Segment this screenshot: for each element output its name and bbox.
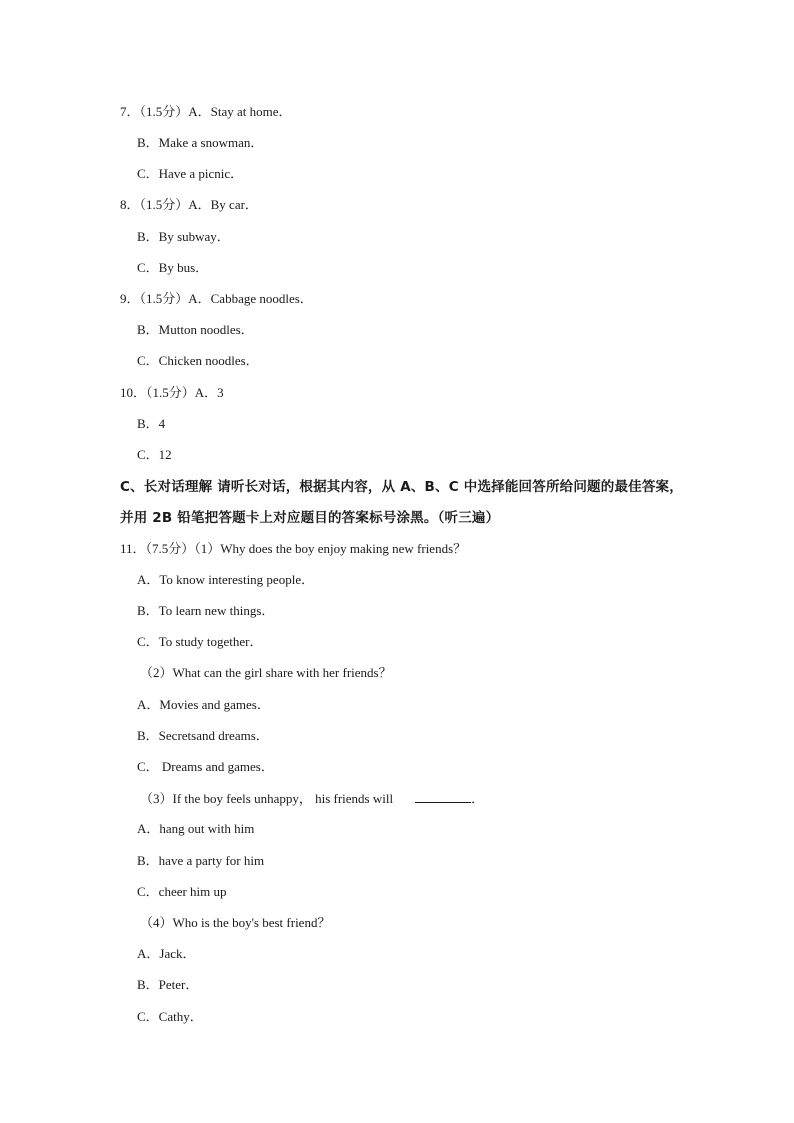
q11-part1-option-b: B．To learn new things． bbox=[137, 603, 275, 618]
q7-option-c: C．Have a picnic． bbox=[137, 166, 244, 181]
q9-option-a: 9．（1.5分）A．Cabbage noodles． bbox=[120, 291, 313, 306]
q8-option-a: 8．（1.5分）A．By car． bbox=[120, 197, 258, 212]
q11-part1-option-a: A．To know interesting people． bbox=[137, 572, 315, 587]
section-c-instruction-line1: C、长对话理解 请听长对话，根据其内容，从 A、B、C 中选择能回答所给问题的最佳答案， bbox=[120, 479, 683, 495]
q11-part2-option-c: C． Dreams and games． bbox=[137, 759, 274, 774]
q9-option-c: C．Chicken noodles． bbox=[137, 353, 259, 368]
q10-option-a: 10．（1.5分）A．3 bbox=[120, 385, 224, 400]
q7-option-a: 7．（1.5分）A．Stay at home． bbox=[120, 104, 292, 119]
q10-option-b: B．4 bbox=[137, 416, 166, 431]
answer-blank bbox=[415, 790, 471, 803]
q11-part2-option-b: B．Secretsand dreams． bbox=[137, 728, 269, 743]
q11-part2-question: （2）What can the girl share with her friends？ bbox=[140, 665, 392, 680]
q11-part3-question-end: ． bbox=[471, 791, 485, 806]
q11-part3-question bbox=[140, 790, 484, 807]
q11-part3-question-text: （3）If the boy feels unhappy， his friends will bbox=[140, 791, 394, 806]
q11-part3-option-c: C．cheer him up bbox=[137, 884, 227, 899]
q9-option-b: B．Mutton noodles． bbox=[137, 322, 254, 337]
q11-part3-option-a: A．hang out with him bbox=[137, 821, 255, 836]
q11-part1-option-c: C．To study together． bbox=[137, 634, 263, 649]
q11-part4-option-a: A．Jack． bbox=[137, 946, 196, 961]
q7-option-b: B．Make a snowman． bbox=[137, 135, 264, 150]
q8-option-b: B．By subway． bbox=[137, 229, 230, 244]
q11-part4-question: （4）Who is the boy's best friend？ bbox=[140, 915, 331, 930]
q11-part3-option-b: B．have a party for him bbox=[137, 853, 265, 868]
q11-part1-question: 11．（7.5分）（1）Why does the boy enjoy making new friends？ bbox=[120, 541, 467, 556]
q8-option-c: C．By bus． bbox=[137, 260, 209, 275]
q11-part2-option-a: A．Movies and games． bbox=[137, 697, 270, 712]
q11-part4-option-b: B．Peter． bbox=[137, 977, 199, 992]
q10-option-c: C．12 bbox=[137, 447, 172, 462]
section-c-instruction-line2: 并用 2B 铅笔把答题卡上对应题目的答案标号涂黑。（听三遍） bbox=[120, 510, 500, 526]
q11-part4-option-c: C．Cathy． bbox=[137, 1009, 203, 1024]
